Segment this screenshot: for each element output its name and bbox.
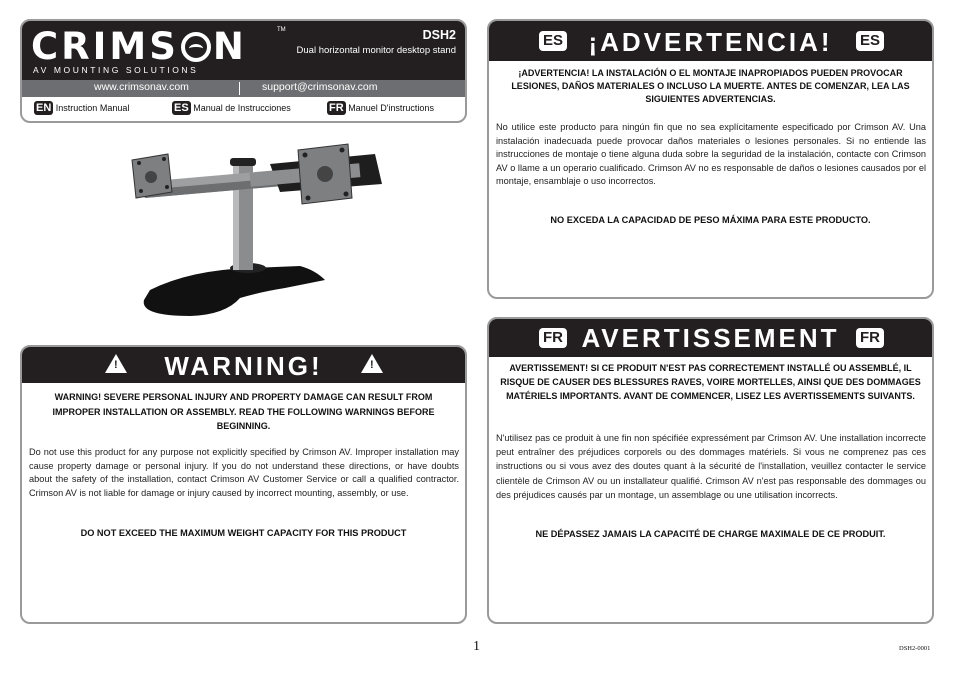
lang-badge-fr: FR — [329, 102, 344, 114]
document-code: DSH2-0001 — [899, 645, 931, 652]
warning-body-fr: N'utilisez pas ce produit à une fin non spécifiée expressément par Crimson AV. Une installation incorrecte peut entraîner des préjudices corporels ou des dommages matériels. Si vous ne comprenez pas ces instructions ou si vous avez des doutes quant à la sécurité de l'installation, veuillez contacter le service clientèle de Crimson AV ou un installateur qualifié. Crimson AV n'est pas responsable des dommages ou des préjudices causés par un montage, un assemblage ou une utilisation incorrects. — [496, 433, 926, 500]
page-number: 1 — [473, 639, 480, 654]
warning-lead-en: WARNING! SEVERE PERSONAL INJURY AND PROPERTY DAMAGE CAN RESULT FROM IMPROPER INSTALLATION OR ASSEMBLY. READ THE FOLLOWING WARNINGS BEFORE BEGINNING. — [52, 392, 435, 431]
warning-body-en: Do not use this product for any purpose not explicitly specified by Crimson AV. Improper installation may cause property damage or personal injury. If you do not understand these directions, or have doubts about the safety of the installation, contact Crimson AV Customer Service or call a qualified contractor. Crimson AV is not liable for damage or injury caused by incorrect mounting, assembly, or use. — [29, 447, 459, 498]
lang-badge-es: ES — [174, 102, 189, 114]
warning-header-fr — [489, 319, 932, 357]
language-item-fr[interactable] — [327, 101, 434, 115]
vesa-plate-right — [298, 144, 352, 204]
header-panel — [20, 19, 467, 123]
warning-title-es: ¡ADVERTENCIA! — [588, 27, 833, 57]
lang-badge-en: EN — [36, 102, 52, 114]
lang-label-fr: Manuel D'instructions — [348, 103, 434, 113]
product-description: Dual horizontal monitor desktop stand — [296, 45, 456, 56]
logo-globe-icon — [181, 32, 211, 62]
lang-label-es: Manual de Instrucciones — [193, 103, 291, 113]
fr-badge-right: FR — [856, 328, 884, 348]
contact-bar — [22, 80, 465, 97]
warning-body-es: No utilice este producto para ningún fin que no sea explícitamente especificado por Crimson AV. Una instalación inadecuada puede provocar daños materiales o lesiones personales. Si no entiende las instrucciones de montaje o tiene alguna duda sobre la seguridad de la instalación, contacte con Crimson AV o llame a un operario cualificado. Crimson AV no es responsable de daños o lesiones causados por el montaje, ensamblaje o uso incorrectos. — [496, 122, 926, 187]
warning-note-en: DO NOT EXCEED THE MAXIMUM WEIGHT CAPACITY FOR THIS PRODUCT — [80, 528, 407, 538]
warning-lead-fr: AVERTISSEMENT! SI CE PRODUIT N'EST PAS CORRECTEMENT INSTALLÉ OU ASSEMBLÉ, IL RISQUE DE CAUSER DES BLESSURES RAVES, VOIRE MORTELLES, AINSI QUE DES DOMMAGES MATÉRIELS IMPORTANTS. AVANT DE COMMENCER, LISEZ LES AVERTISSEMENTS SUIVANTS. — [500, 363, 921, 401]
model-number: DSH2 — [422, 28, 456, 42]
brand-bar — [22, 21, 465, 80]
warning-panel-es — [487, 19, 934, 299]
website-link[interactable]: www.crimsonav.com — [94, 81, 189, 93]
warning-title-fr: AVERTISSEMENT — [581, 323, 840, 353]
warning-panel-fr — [487, 317, 934, 624]
warning-note-fr: NE DÉPASSEZ JAMAIS LA CAPACITÉ DE CHARGE MAXIMALE DE CE PRODUIT. — [535, 529, 886, 539]
support-email-link[interactable]: support@crimsonav.com — [262, 81, 378, 93]
fr-badge-left: FR — [539, 328, 567, 348]
stand-base — [144, 266, 325, 316]
brand-tagline: AV MOUNTING SOLUTIONS — [33, 65, 199, 75]
warning-header-en — [22, 347, 465, 383]
brand-name-right: N — [212, 25, 247, 68]
warning-title-en: WARNING! — [164, 351, 323, 381]
es-badge-right: ES — [856, 31, 884, 51]
warning-note-es: NO EXCEDA LA CAPACIDAD DE PESO MÁXIMA PARA ESTE PRODUCTO. — [550, 215, 871, 225]
warning-triangle-icon-left: ! — [105, 354, 127, 373]
warning-triangle-icon-right: ! — [361, 354, 383, 373]
language-item-en[interactable] — [34, 101, 129, 115]
lang-label-en: Instruction Manual — [55, 103, 130, 113]
brand-name-left: CRIMS — [31, 25, 179, 68]
language-item-es[interactable] — [172, 101, 291, 115]
warning-header-es — [489, 21, 932, 61]
es-badge-left: ES — [539, 31, 567, 51]
warning-lead-es: ¡ADVERTENCIA! LA INSTALACIÓN O EL MONTAJE INAPROPIADOS PUEDEN PROVOCAR LESIONES, DAÑOS MATERIALES O INCLUSO LA MUERTE. ANTES DE COMENZAR, LEA LAS SIGUIENTES ADVERTENCIAS. — [511, 68, 910, 104]
product-image — [130, 140, 385, 318]
vesa-plate-left — [132, 154, 172, 198]
language-row — [22, 101, 465, 119]
warning-panel-en — [20, 345, 467, 624]
trademark: TM — [277, 27, 286, 33]
contact-divider — [239, 82, 240, 95]
brand-logo — [31, 25, 247, 68]
